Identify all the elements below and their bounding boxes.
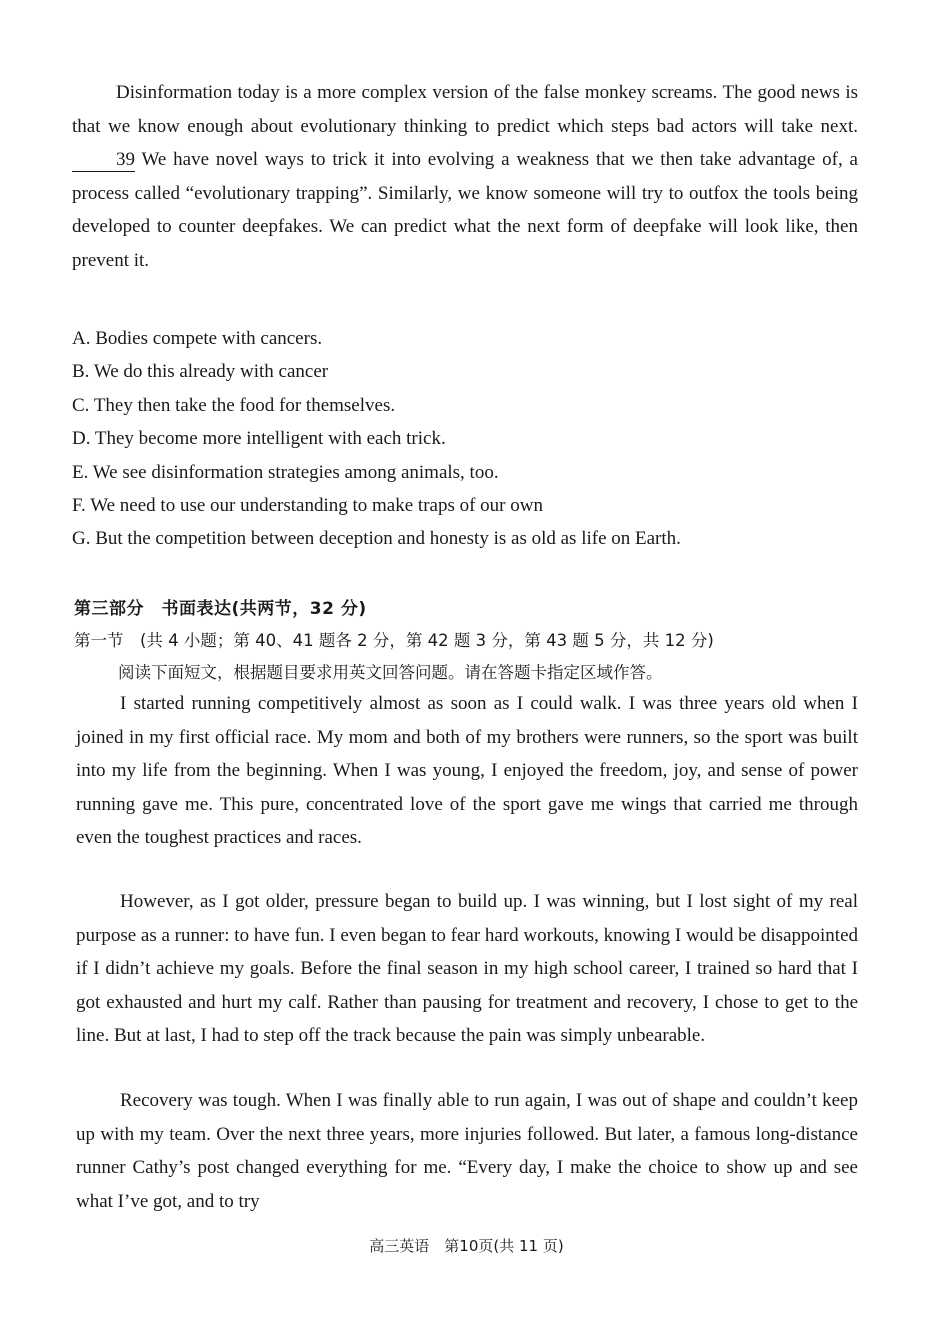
option-f: F. We need to use our understanding to make traps of our own xyxy=(72,495,543,517)
reading-paragraph-2: However, as I got older, pressure began to build up. I was winning, but I lost sight of my real purpose as a runner: to have fun. I even began to fear hard workouts, knowing I would be disappointed if I didn’t achieve my goals. Before the final season in my high school career, I trained so hard that I got exhausted and hurt my calf. Rather than pausing for treatment and recovery, I chose to get to the line. But at last, I had to step off the track because the pain was simply unbearable. xyxy=(76,891,858,1046)
option-b: B. We do this already with cancer xyxy=(72,361,329,383)
option-a: A. Bodies compete with cancers. xyxy=(72,328,323,349)
options-list xyxy=(72,322,858,556)
section1-title: 第一节 (共 4 小题；第 40、41 题各 2 分，第 42 题 3 分，第 43 题 5 分，共 12 分) xyxy=(74,631,714,650)
section1-instruction: 阅读下面短文，根据题目要求用英文回答问题。请在答题卡指定区域作答。 xyxy=(118,663,663,682)
reading-paragraph-1: I started running competitively almost as soon as I could walk. I was three years old when I joined in my first official race. My mom and both of my brothers were runners, so the sport was built into my life from the beginning. When I was young, I enjoyed the freedom, joy, and sense of power running gave me. This pure, concentrated love of the sport gave me wings that carried me through even the toughest practices and races. xyxy=(76,693,858,848)
text-after-blank: We have novel ways to trick it into evolving a weakness that we then take advantage of, a process called “evolutionary trapping”. Similarly, we know someone will try to outfox the tools being developed to counter deepfakes. We can predict what the next form of deepfake will look like, then prevent it. xyxy=(72,149,858,271)
option-e: E. We see disinformation strategies among animals, too. xyxy=(72,461,499,483)
page-footer: 高三英语 第10页(共 11 页) xyxy=(369,1237,564,1255)
reading-paragraph-3: Recovery was tough. When I was finally able to run again, I was out of shape and couldn’t keep up with my team. Over the next three years, more injuries followed. But later, a famous long-distance runner Cathy’s post changed everything for me. “Every day, I make the choice to show up and see what I’ve got, and to try xyxy=(76,1090,858,1212)
option-c: C. They then take the food for themselves. xyxy=(72,394,396,416)
option-g: G. But the competition between deception and honesty is as old as life on Earth. xyxy=(72,528,681,550)
part3-title: 第三部分 书面表达(共两节，32 分) xyxy=(74,599,367,619)
answer-blank-39: 39 xyxy=(72,149,135,172)
text-before-blank: Disinformation today is a more complex version of the false monkey screams. The good news is that we know enough about evolutionary thinking to predict which steps bad actors will take next. xyxy=(72,82,858,137)
passage-paragraph-q39 xyxy=(72,76,858,277)
option-d: D. They become more intelligent with each trick. xyxy=(72,428,446,450)
